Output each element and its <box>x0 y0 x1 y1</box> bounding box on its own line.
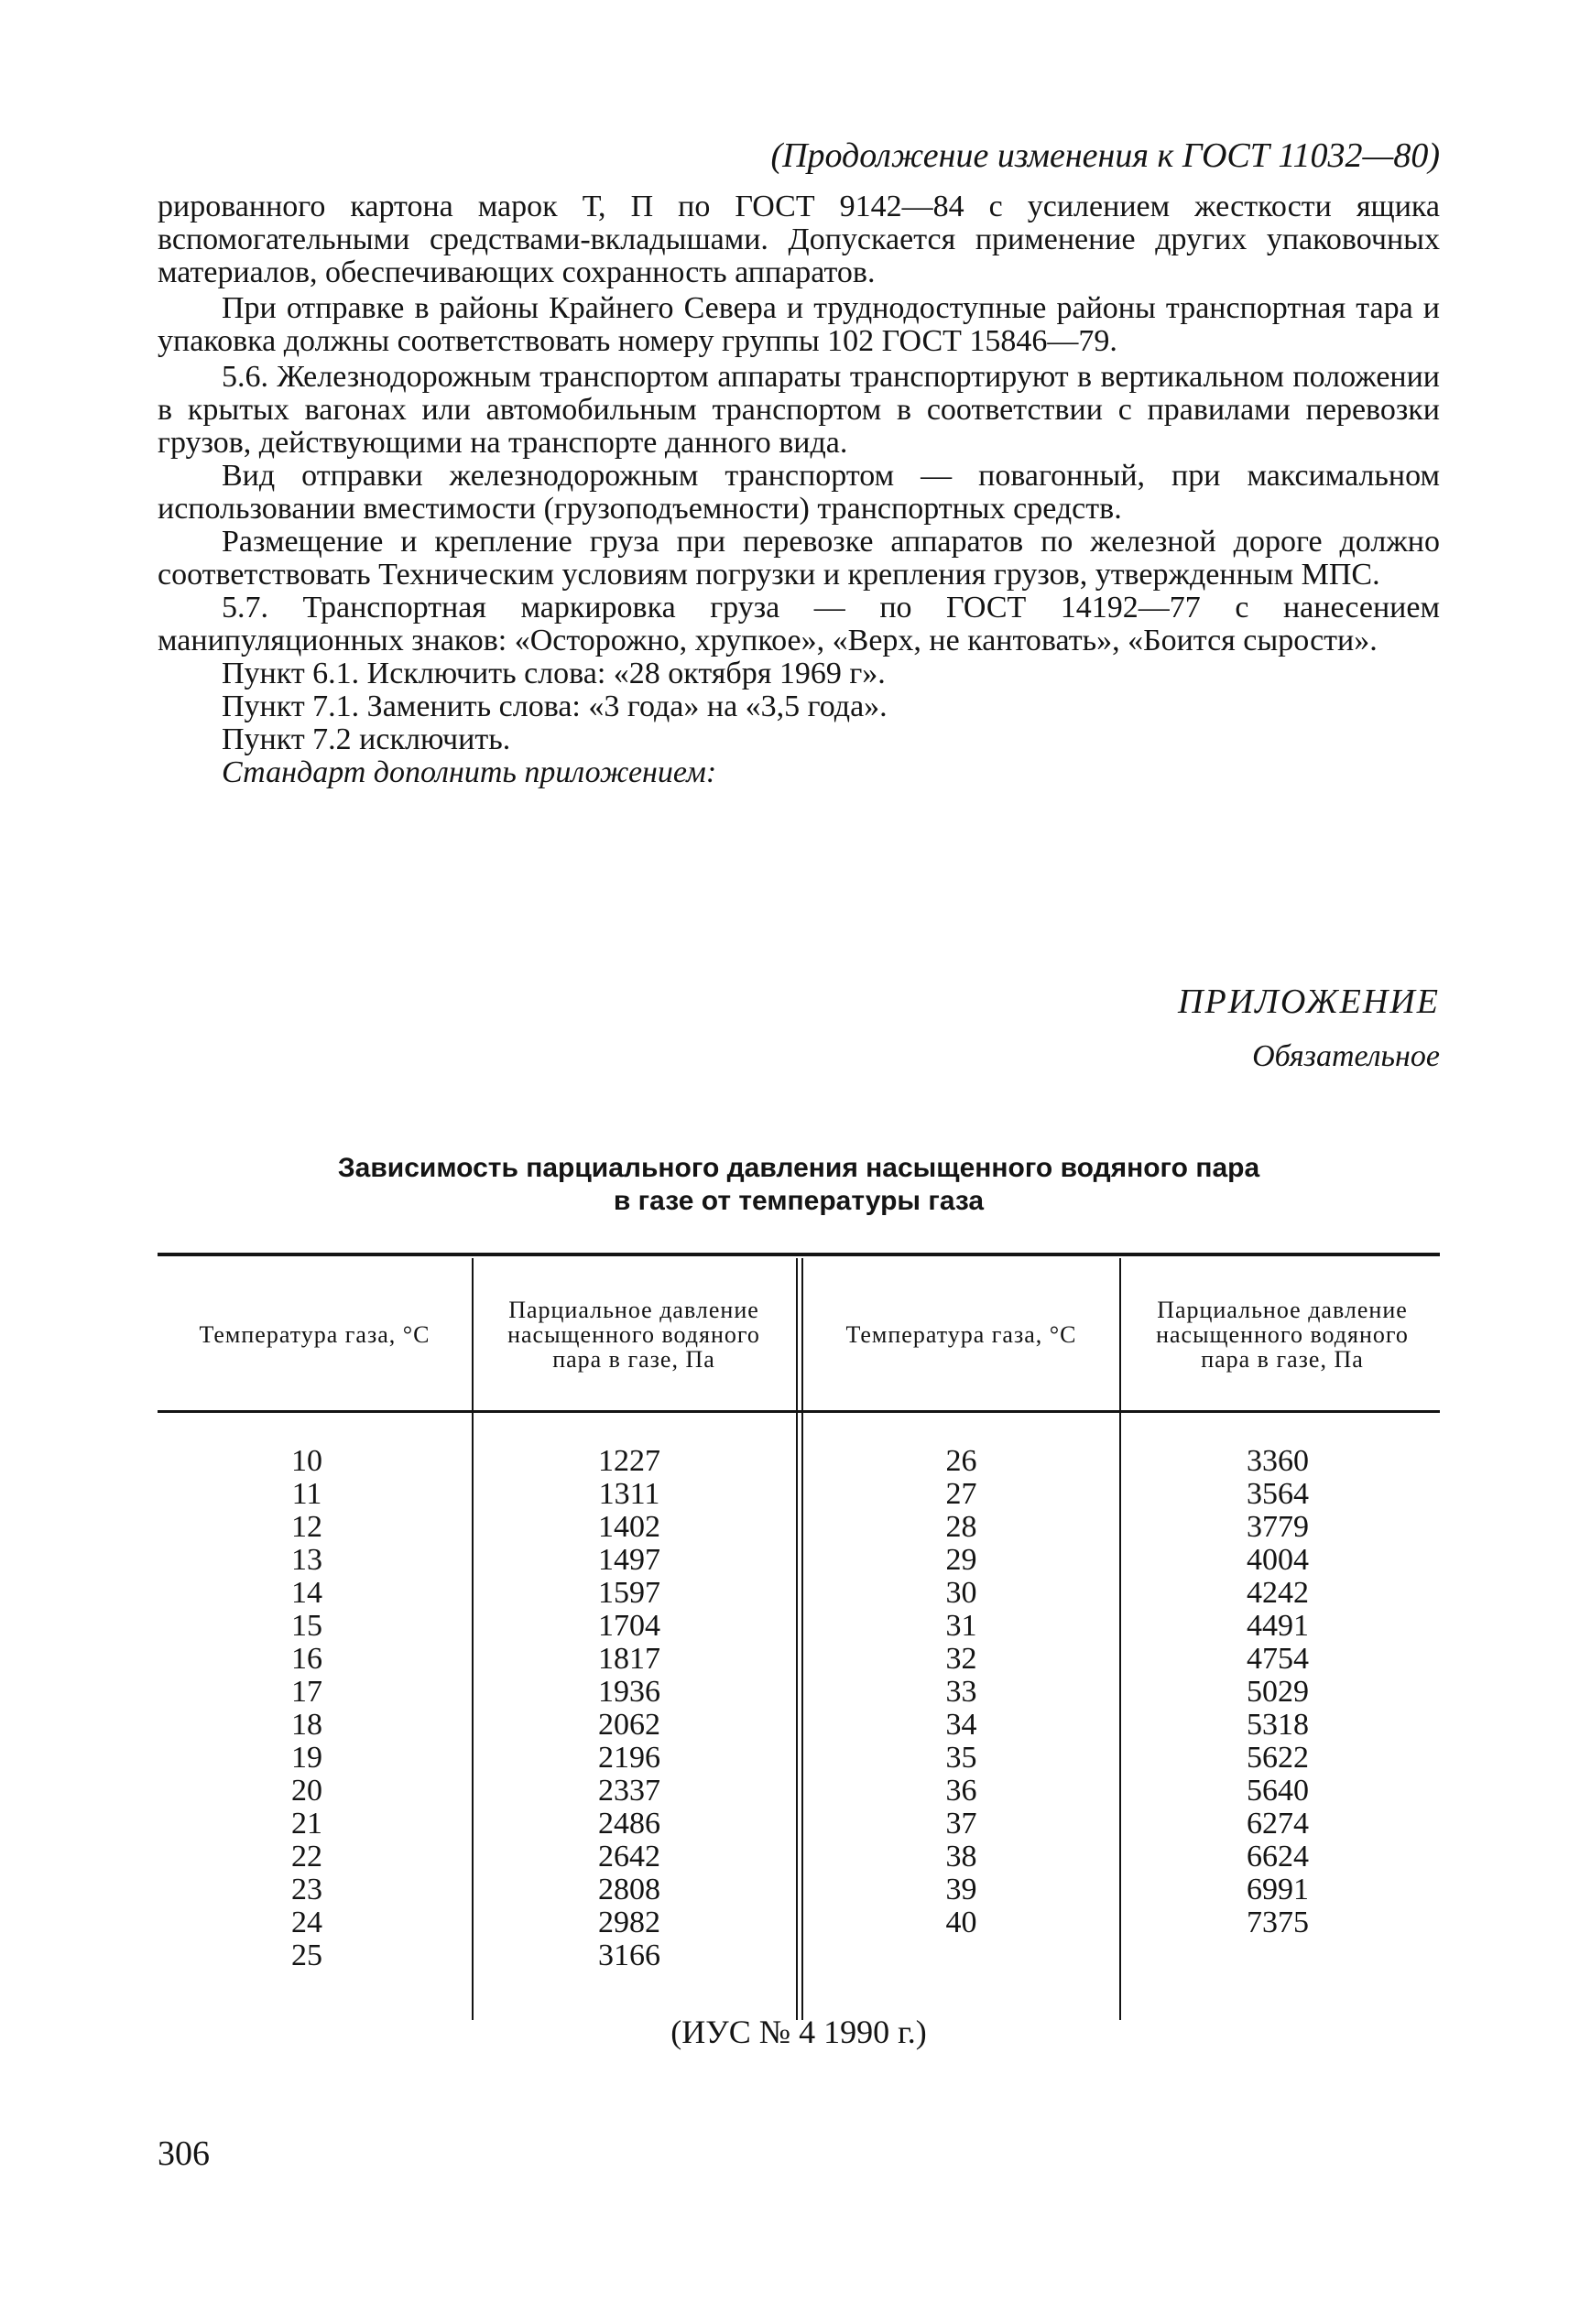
table-cell-temperature: 14 <box>291 1576 322 1610</box>
paragraph-7-1: Пункт 7.1. Заменить слова: «3 года» на «3,5 года». <box>222 690 888 723</box>
table-cell-temperature: 13 <box>291 1543 322 1577</box>
paragraph-5-7: 5.7. Транспортная маркировка груза — по ГОСТ 14192—77 с нанесением манипуляционных знаков: «Осторожно, хрупкое», «Верх, не кантовать», «Боится сырости». <box>158 591 1440 657</box>
paragraph-7-2: Пункт 7.2 исключить. <box>222 722 511 756</box>
table-cell-temperature: 25 <box>291 1938 322 1972</box>
table-cell-pressure: 4754 <box>1247 1642 1309 1676</box>
header-pressure-left: Парциальное давление насыщенного водяного пара в газе, Па <box>507 1296 760 1373</box>
table-title <box>158 1152 1440 1218</box>
appendix-subtitle: Обязательное <box>1252 1039 1440 1073</box>
table-cell-pressure: 2196 <box>598 1741 660 1775</box>
table-cell-temperature: 22 <box>291 1840 322 1873</box>
table-title-line-2: в газе от температуры газа <box>613 1186 985 1216</box>
table-cell-temperature: 24 <box>291 1906 322 1939</box>
table-cell-pressure: 2808 <box>598 1873 660 1906</box>
table-cell-pressure: 2982 <box>598 1906 660 1939</box>
table-cell-temperature: 15 <box>291 1609 322 1643</box>
table-cell-temperature: 31 <box>945 1609 977 1643</box>
column-temperature-left <box>158 1445 456 1972</box>
table-cell-temperature: 30 <box>945 1576 977 1610</box>
table-cell-temperature: 19 <box>291 1741 322 1775</box>
appendix-heading <box>1008 980 1440 1079</box>
table-cell-pressure: 2062 <box>598 1708 660 1742</box>
table-cell-temperature: 27 <box>945 1477 977 1511</box>
table-cell-pressure: 1227 <box>598 1444 660 1478</box>
table-cell-temperature: 16 <box>291 1642 322 1676</box>
table-cell-pressure: 2337 <box>598 1774 660 1808</box>
table-cell-pressure: 4242 <box>1247 1576 1309 1610</box>
table-cell-temperature: 38 <box>945 1840 977 1873</box>
appendix-title: ПРИЛОЖЕНИЕ <box>1178 983 1440 1021</box>
paragraph-placement: Размещение и крепление груза при перевозке аппаратов по железной дороге должно соответствовать Техническим условиям погрузки и крепления грузов, утвержденным МПС. <box>158 525 1440 592</box>
table-cell-pressure: 7375 <box>1247 1906 1309 1939</box>
table-cell-temperature: 20 <box>291 1774 322 1808</box>
table-cell-temperature: 10 <box>291 1444 322 1478</box>
paragraph-shipment-type: Вид отправки железнодорожным транспортом — повагонный, при максимальном использовании вместимости (грузоподъемности) транспортных средств. <box>158 459 1440 526</box>
table-cell-pressure: 1597 <box>598 1576 660 1610</box>
table-title-line-1: Зависимость парциального давления насыщенного водяного пара <box>337 1153 1260 1183</box>
table-cell-pressure: 4004 <box>1247 1543 1309 1577</box>
continuation-header: (Продолжение изменения к ГОСТ 11032—80) <box>770 136 1440 175</box>
table-cell-pressure: 3779 <box>1247 1510 1309 1544</box>
paragraph-far-north: При отправке в районы Крайнего Севера и труднодоступные районы транспортная тара и упаковка должны соответствовать номеру группы 102 ГОСТ 15846—79. <box>158 291 1440 358</box>
table-cell-pressure: 1497 <box>598 1543 660 1577</box>
table-cell-pressure: 1936 <box>598 1675 660 1709</box>
table-cell-temperature: 35 <box>945 1741 977 1775</box>
table-cell-pressure: 5318 <box>1247 1708 1309 1742</box>
table-cell-temperature: 12 <box>291 1510 322 1544</box>
table-cell-pressure: 3564 <box>1247 1477 1309 1511</box>
table-cell-temperature: 23 <box>291 1873 322 1906</box>
paragraph-appendix-intro: Стандарт дополнить приложением: <box>222 755 717 789</box>
table-cell-pressure: 3166 <box>598 1938 660 1972</box>
table-cell-pressure: 1704 <box>598 1609 660 1643</box>
table-cell-pressure: 4491 <box>1247 1609 1309 1643</box>
table-cell-pressure: 1311 <box>598 1477 660 1511</box>
header-temperature-left: Температура газа, °C <box>199 1320 430 1348</box>
table-cell-temperature: 17 <box>291 1675 322 1709</box>
table-cell-temperature: 26 <box>945 1444 977 1478</box>
table-cell-pressure: 5640 <box>1247 1774 1309 1808</box>
table-cell-temperature: 36 <box>945 1774 977 1808</box>
body-text <box>158 190 1440 789</box>
column-pressure-right <box>1121 1445 1434 1939</box>
page-number: 306 <box>158 2134 210 2173</box>
header-temperature-right: Температура газа, °C <box>845 1320 1077 1348</box>
paragraph-6-1: Пункт 6.1. Исключить слова: «28 октября 1969 г». <box>222 657 886 690</box>
table-cell-pressure: 5029 <box>1247 1675 1309 1709</box>
table-double-divider <box>796 1258 803 2020</box>
table-cell-pressure: 6624 <box>1247 1840 1309 1873</box>
table-cell-temperature: 37 <box>945 1807 977 1841</box>
pressure-table <box>158 1253 1440 2020</box>
column-temperature-right <box>803 1445 1119 1939</box>
table-cell-temperature: 21 <box>291 1807 322 1841</box>
table-cell-temperature: 33 <box>945 1675 977 1709</box>
table-cell-temperature: 40 <box>945 1906 977 1939</box>
table-cell-temperature: 34 <box>945 1708 977 1742</box>
table-cell-pressure: 1402 <box>598 1510 660 1544</box>
table-cell-pressure: 2642 <box>598 1840 660 1873</box>
table-cell-temperature: 39 <box>945 1873 977 1906</box>
header-pressure-right: Парциальное давление насыщенного водяного пара в газе, Па <box>1156 1296 1409 1373</box>
table-cell-temperature: 28 <box>945 1510 977 1544</box>
paragraph-packaging: рированного картона марок Т, П по ГОСТ 9142—84 с усилением жесткости ящика вспомогательными средствами-вкладышами. Допускается применение других упаковочных материалов, обеспечивающих сохранность аппаратов. <box>158 190 1440 289</box>
table-cell-pressure: 1817 <box>598 1642 660 1676</box>
source-note: (ИУС № 4 1990 г.) <box>670 2014 927 2050</box>
table-cell-temperature: 18 <box>291 1708 322 1742</box>
table-cell-pressure: 3360 <box>1247 1444 1309 1478</box>
table-cell-temperature: 29 <box>945 1543 977 1577</box>
table-cell-pressure: 5622 <box>1247 1741 1309 1775</box>
table-cell-pressure: 2486 <box>598 1807 660 1841</box>
column-pressure-left <box>474 1445 785 1972</box>
table-cell-pressure: 6991 <box>1247 1873 1309 1906</box>
table-cell-pressure: 6274 <box>1247 1807 1309 1841</box>
paragraph-5-6: 5.6. Железнодорожным транспортом аппараты транспортируют в вертикальном положении в крытых вагонах или автомобильным транспортом в соответствии с правилами перевозки грузов, действующими на транспорте данного вида. <box>158 360 1440 460</box>
table-top-rule <box>158 1253 1440 1256</box>
table-cell-temperature: 32 <box>945 1642 977 1676</box>
table-cell-temperature: 11 <box>291 1477 322 1511</box>
